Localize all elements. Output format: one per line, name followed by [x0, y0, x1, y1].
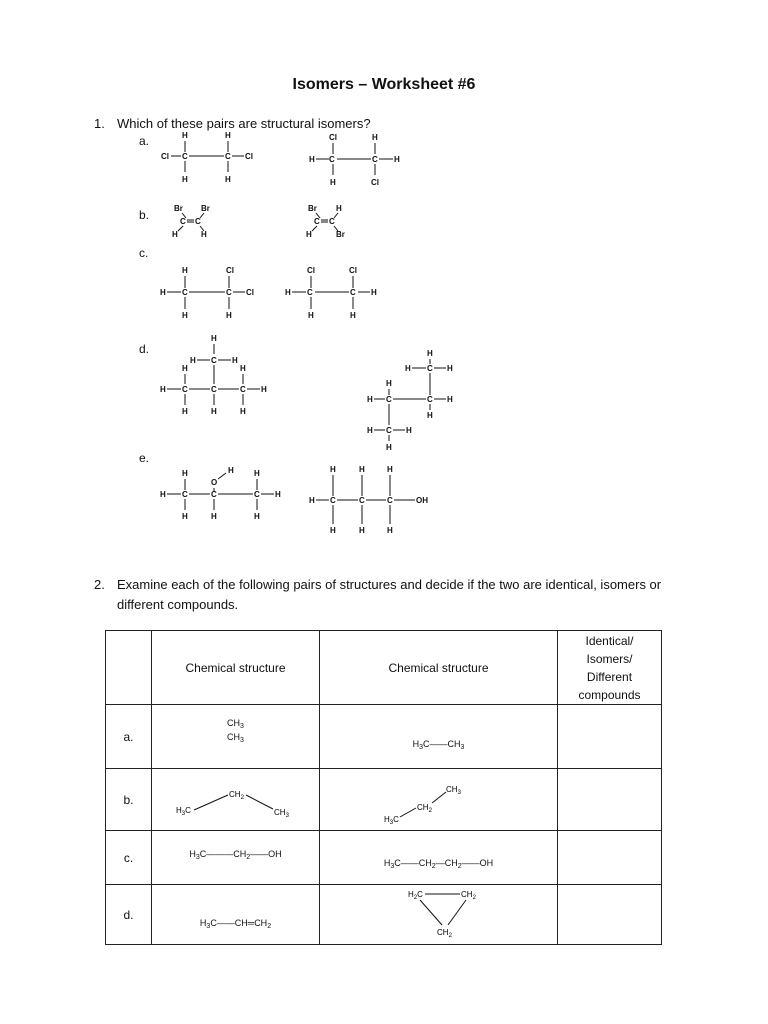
svg-text:H: H — [254, 512, 260, 521]
svg-text:H: H — [182, 131, 188, 140]
svg-text:H: H — [447, 364, 453, 373]
row-c-left-structure: $H_3C———CH_2——OH$ — [152, 831, 320, 885]
header-chemical-structure-2: Chemical structure — [320, 631, 558, 705]
q1-part-e-label: e. — [139, 451, 150, 465]
svg-text:H: H — [386, 443, 392, 452]
svg-text:OH: OH — [416, 496, 428, 505]
svg-text:H3C: $H_3C$ — [383, 815, 399, 826]
svg-text:C: C — [329, 155, 335, 164]
q1b-right-molecule — [306, 204, 345, 239]
svg-text:C: C — [211, 490, 217, 499]
svg-text:O: O — [211, 478, 218, 487]
svg-text:C: C — [182, 385, 188, 394]
svg-text:H: H — [201, 230, 207, 239]
svg-text:H: H — [330, 526, 336, 535]
row-d-label: d. — [106, 885, 152, 945]
svg-text:H: H — [182, 311, 188, 320]
row-a-right-structure: $H_3C——CH_3$ — [320, 705, 558, 769]
question-1-number: 1. — [94, 116, 105, 131]
svg-text:H: H — [275, 490, 281, 499]
svg-text:H: H — [330, 178, 336, 187]
svg-text:H: H — [211, 512, 217, 521]
row-c-label: c. — [106, 831, 152, 885]
row-d-right-structure — [320, 885, 558, 945]
q1-part-d-label: d. — [139, 342, 150, 356]
svg-text:Br: Br — [201, 204, 210, 213]
svg-text:H: H — [160, 288, 166, 297]
question-2-text-line1: Examine each of the following pairs of structures and decide if the two are identical, isomers or — [117, 577, 662, 592]
svg-text:C: C — [182, 490, 188, 499]
svg-text:CH2: $CH_2$ — [416, 803, 432, 814]
svg-text:H: H — [350, 311, 356, 320]
svg-text:H: H — [225, 131, 231, 140]
header-chemical-structure-1: Chemical structure — [152, 631, 320, 705]
svg-text:H: H — [211, 334, 217, 343]
svg-text:C: C — [182, 288, 188, 297]
svg-text:C: C — [386, 426, 392, 435]
question-2-text-line2: different compounds. — [117, 597, 239, 612]
svg-text:H: H — [372, 133, 378, 142]
row-b-answer-cell[interactable] — [558, 769, 662, 831]
svg-text:H: H — [359, 465, 365, 474]
svg-text:H: H — [285, 288, 291, 297]
svg-text:Cl: Cl — [329, 133, 337, 142]
svg-text:Cl: Cl — [246, 288, 254, 297]
row-d-answer-cell[interactable] — [558, 885, 662, 945]
q1-part-c-label: c. — [139, 246, 149, 260]
header-answer-column: Identical/ Isomers/ Different compounds — [558, 631, 662, 705]
svg-text:H: H — [240, 407, 246, 416]
q1c-right-molecule — [285, 266, 377, 320]
row-b-left-svg — [156, 773, 316, 823]
svg-text:H: H — [226, 311, 232, 320]
svg-text:H: H — [225, 175, 231, 184]
svg-text:C: C — [195, 217, 201, 226]
svg-text:H: H — [367, 395, 373, 404]
svg-text:Cl: Cl — [371, 178, 379, 187]
table-row — [106, 769, 662, 831]
worksheet-title: Isomers – Worksheet #6 — [292, 76, 476, 93]
q1d-left-molecule — [160, 334, 267, 416]
svg-text:H: H — [182, 175, 188, 184]
svg-text:C: C — [386, 395, 392, 404]
svg-text:H: H — [182, 407, 188, 416]
svg-text:C: C — [329, 217, 335, 226]
svg-text:H: H — [182, 512, 188, 521]
question-1-text: Which of these pairs are structural isomers? — [117, 116, 371, 131]
q1b-left-molecule — [172, 204, 210, 239]
row-a-answer-cell[interactable] — [558, 705, 662, 769]
svg-text:H: H — [336, 204, 342, 213]
question-2-number: 2. — [94, 577, 105, 592]
q1-part-b-label: b. — [139, 208, 150, 222]
row-c-right-structure: $H_3C——CH_2—CH_2——OH$ — [320, 831, 558, 885]
svg-text:C: C — [359, 496, 365, 505]
svg-text:H: H — [254, 469, 260, 478]
row-d-right-svg — [324, 885, 554, 941]
svg-text:C: C — [350, 288, 356, 297]
q1e-left-molecule — [160, 466, 281, 521]
svg-text:CH2: $CH_2$ — [228, 790, 244, 801]
q1a-right-molecule — [309, 133, 400, 187]
svg-text:C: C — [211, 385, 217, 394]
svg-text:CH3: $CH_3$ — [445, 785, 461, 796]
svg-text:C: C — [240, 385, 246, 394]
svg-text:C: C — [314, 217, 320, 226]
svg-text:H: H — [211, 407, 217, 416]
svg-text:C: C — [427, 364, 433, 373]
svg-text:C: C — [330, 496, 336, 505]
svg-text:H: H — [394, 155, 400, 164]
svg-text:H: H — [182, 364, 188, 373]
svg-text:C: C — [254, 490, 260, 499]
svg-text:H: H — [160, 490, 166, 499]
svg-text:H: H — [427, 349, 433, 358]
svg-text:H: H — [182, 266, 188, 275]
header-empty-cell — [106, 631, 152, 705]
table-row — [106, 885, 662, 945]
svg-text:CH2: $CH_2$ — [460, 890, 476, 901]
svg-text:CH3: $CH_3$ — [273, 808, 289, 819]
svg-text:H: H — [306, 230, 312, 239]
svg-text:H: H — [367, 426, 373, 435]
svg-text:Br: Br — [308, 204, 317, 213]
svg-text:C: C — [180, 217, 186, 226]
answer-table — [105, 630, 662, 945]
svg-text:C: C — [226, 288, 232, 297]
svg-text:C: C — [427, 395, 433, 404]
svg-text:Cl: Cl — [349, 266, 357, 275]
svg-text:H: H — [386, 379, 392, 388]
svg-text:C: C — [307, 288, 313, 297]
svg-text:H3C: $H_3C$ — [175, 806, 191, 817]
table-row — [106, 831, 662, 885]
svg-text:H: H — [232, 356, 238, 365]
q1-part-a-label: a. — [139, 134, 150, 148]
svg-text:C: C — [225, 152, 231, 161]
svg-text:H: H — [182, 469, 188, 478]
svg-text:H: H — [308, 311, 314, 320]
svg-text:H: H — [405, 364, 411, 373]
svg-text:Cl: Cl — [226, 266, 234, 275]
svg-text:H: H — [427, 411, 433, 420]
svg-text:H: H — [240, 364, 246, 373]
row-a-label: a. — [106, 705, 152, 769]
svg-text:Cl: Cl — [307, 266, 315, 275]
svg-text:Cl: Cl — [245, 152, 253, 161]
svg-text:H: H — [447, 395, 453, 404]
svg-text:H: H — [359, 526, 365, 535]
svg-text:C: C — [182, 152, 188, 161]
row-b-label: b. — [106, 769, 152, 831]
svg-text:H: H — [406, 426, 412, 435]
svg-text:Cl: Cl — [161, 152, 169, 161]
row-d-left-structure: $H_3C——CH═CH_2$ — [152, 885, 320, 945]
svg-text:H: H — [190, 356, 196, 365]
svg-text:H: H — [309, 496, 315, 505]
svg-text:C: C — [387, 496, 393, 505]
svg-text:C: C — [372, 155, 378, 164]
row-b-right-svg — [324, 770, 554, 826]
row-c-answer-cell[interactable] — [558, 831, 662, 885]
table-header-row — [106, 631, 662, 705]
svg-text:H: H — [228, 466, 234, 475]
svg-text:H: H — [172, 230, 178, 239]
svg-text:H: H — [261, 385, 267, 394]
row-b-left-structure — [152, 769, 320, 831]
svg-text:C: C — [211, 356, 217, 365]
svg-text:H2C: $H_2C$ — [407, 890, 423, 901]
row-a-left-structure: $CH_3$ $CH_3$ — [152, 705, 320, 769]
q1a-left-molecule — [161, 131, 253, 184]
svg-text:H: H — [160, 385, 166, 394]
q1e-right-molecule — [309, 465, 428, 535]
svg-text:H: H — [330, 465, 336, 474]
svg-text:H: H — [371, 288, 377, 297]
svg-text:H: H — [387, 465, 393, 474]
svg-text:Br: Br — [174, 204, 183, 213]
svg-text:Br: Br — [336, 230, 345, 239]
svg-text:H: H — [387, 526, 393, 535]
q1d-right-molecule — [367, 349, 453, 452]
svg-text:H: H — [309, 155, 315, 164]
svg-text:CH2: $CH_2$ — [436, 928, 452, 939]
q1c-left-molecule — [160, 266, 254, 320]
row-b-right-structure — [320, 769, 558, 831]
table-row — [106, 705, 662, 769]
